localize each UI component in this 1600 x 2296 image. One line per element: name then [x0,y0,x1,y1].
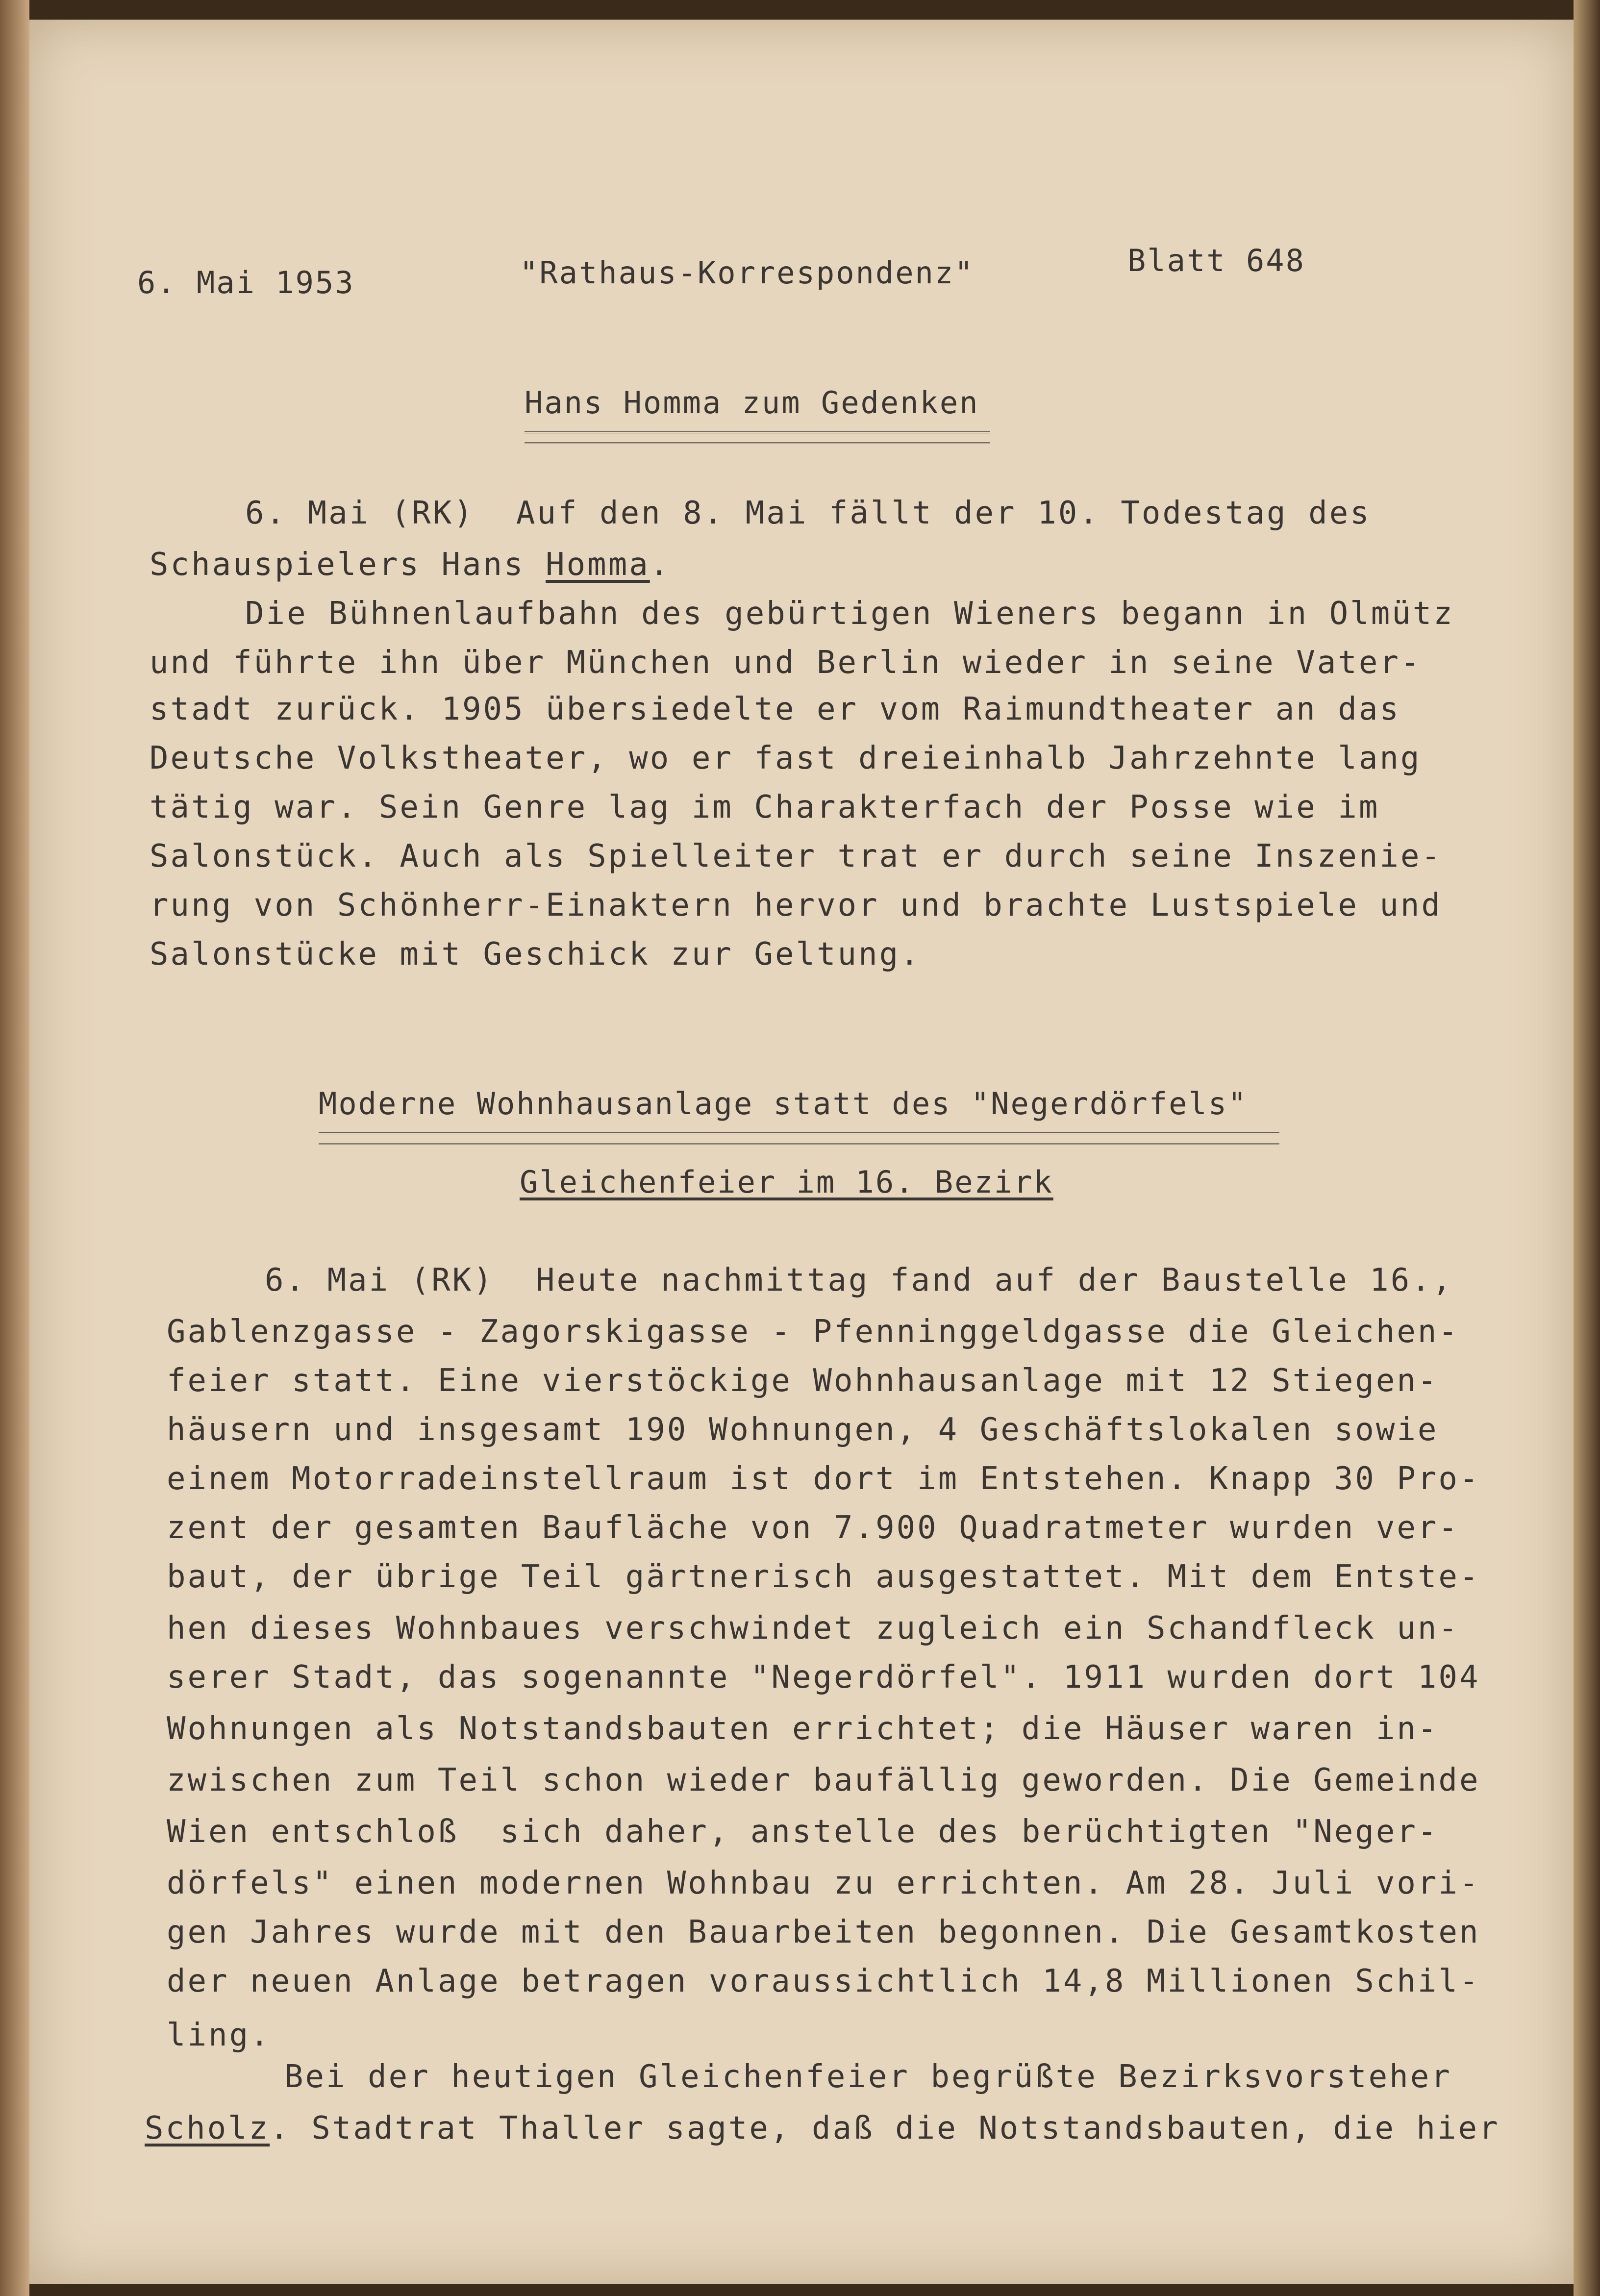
article1-title-rule [525,431,990,444]
article2-line-12: Wien entschloß sich daher, anstelle des berüchtigten "Neger- [167,1814,1439,1850]
article2-line-9: serer Stadt, das sogenannte "Negerdörfel". 1911 wurden dort 104 [167,1659,1480,1696]
article2-line-17: Bei der heutigen Gleichenfeier begrüßte Bezirksvorsteher [284,2059,1452,2095]
header-sheet: Blatt 648 [1127,243,1305,278]
article2-line-18: Scholz. Stadtrat Thaller sagte, daß die Notstandsbauten, die hier [145,2110,1500,2146]
article1-line-6: Deutsche Volkstheater, wo er fast dreieinhalb Jahrzehnte lang [150,740,1422,776]
header-date: 6. Mai 1953 [137,265,355,300]
article2-line-4: häusern und insgesamt 190 Wohnungen, 4 Geschäftslokalen sowie [167,1412,1439,1448]
name-scholz: Scholz [145,2110,270,2146]
article2-line-13: dörfels" einen modernen Wohnbau zu errichten. Am 28. Juli vori- [167,1865,1480,1901]
name-homma: Homma [546,547,650,583]
article1-line-8: Salonstück. Auch als Spielleiter trat er durch seine Inszenie- [150,838,1442,874]
article1-title: Hans Homma zum Gedenken [525,385,979,421]
article1-line-5: stadt zurück. 1905 übersiedelte er vom Raimundtheater an das [150,691,1400,727]
article2-line-3: feier statt. Eine vierstöckige Wohnhausanlage mit 12 Stiegen- [167,1363,1439,1399]
article1-line-9: rung von Schönherr-Einaktern hervor und brachte Lustspiele und [150,887,1442,923]
article1-line-4: und führte ihn über München und Berlin wieder in seine Vater- [150,645,1422,681]
article1-line-3: Die Bühnenlaufbahn des gebürtigen Wieners begann in Olmütz [245,596,1454,632]
page-edge [1574,0,1600,2296]
article2-line-1: 6. Mai (RK) Heute nachmittag fand auf der Baustelle 16., [265,1262,1453,1298]
article1-line-10: Salonstücke mit Geschick zur Geltung. [150,936,921,973]
article1-line-2: Schauspielers Hans Homma. [150,547,671,583]
article2-line-7: baut, der übrige Teil gärtnerisch ausgestattet. Mit dem Entste- [167,1559,1480,1595]
article2-line-2: Gablenzgasse - Zagorskigasse - Pfenninggeldgasse die Gleichen- [167,1314,1459,1350]
article2-line-10: Wohnungen als Notstandsbauten errichtet; die Häuser waren in- [167,1711,1439,1747]
article2-line-8: hen dieses Wohnbaues verschwindet zugleich ein Schandfleck un- [167,1610,1459,1647]
article2-line-11: zwischen zum Teil schon wieder baufällig geworden. Die Gemeinde [167,1762,1480,1798]
article2-line-6: zent der gesamten Baufläche von 7.900 Quadratmeter wurden ver- [167,1510,1459,1546]
article2-title-rule [319,1132,1279,1145]
article2-title: Moderne Wohnhausanlage statt des "Negerdörfels" [319,1086,1248,1122]
header-publication: "Rathaus-Korrespondenz" [520,255,975,291]
article2-line-16: ling. [167,2017,271,2053]
article2-line-14: gen Jahres wurde mit den Bauarbeiten begonnen. Die Gesamtkosten [167,1914,1480,1950]
article2-line-5: einem Motorradeinstellraum ist dort im Entstehen. Knapp 30 Pro- [167,1461,1480,1497]
document-page [29,20,1574,2284]
article1-line-7: tätig war. Sein Genre lag im Charakterfach der Posse wie im [150,789,1380,825]
article1-line-1: 6. Mai (RK) Auf den 8. Mai fällt der 10. Todestag des [245,495,1371,531]
article2-line-15: der neuen Anlage betragen voraussichtlich 14,8 Millionen Schil- [167,1963,1480,1999]
article2-subtitle: Gleichenfeier im 16. Bezirk [520,1164,1053,1200]
book-spine [0,0,29,2296]
